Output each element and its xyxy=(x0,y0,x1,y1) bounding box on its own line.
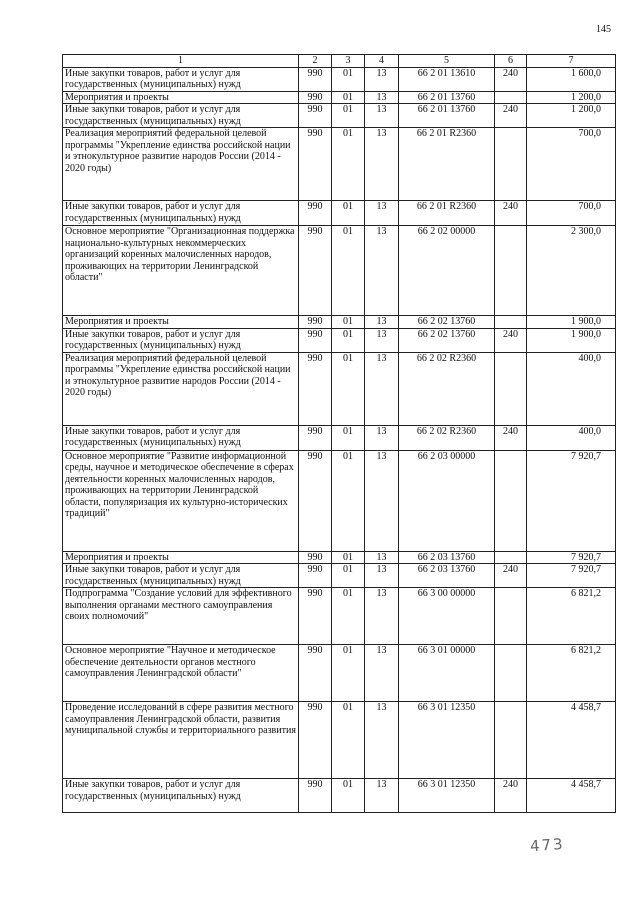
row-name-cell: Реализация мероприятий федеральной целевой программы "Укрепление единства российской нации и этнокультурное развитие народов России (2014 - 2020 годы) xyxy=(63,128,299,201)
table-row xyxy=(63,450,616,551)
header-cell: 5 xyxy=(399,55,495,68)
row-col3-cell: 01 xyxy=(332,328,365,352)
row-col4-cell: 13 xyxy=(365,645,399,702)
row-col6-cell: 240 xyxy=(495,425,527,450)
row-col5-cell: 66 2 02 13760 xyxy=(399,328,495,352)
row-col4-cell: 13 xyxy=(365,425,399,450)
table-row xyxy=(63,645,616,702)
header-cell: 6 xyxy=(495,55,527,68)
row-col5-cell: 66 3 01 12350 xyxy=(399,702,495,779)
row-col7-cell: 6 821,2 xyxy=(527,588,616,645)
row-col6-cell xyxy=(495,316,527,329)
row-col7-cell: 400,0 xyxy=(527,352,616,425)
row-name-cell: Основное мероприятие "Научное и методическое обеспечение деятельности органов местного самоуправления Ленинградской области" xyxy=(63,645,299,702)
row-col5-cell: 66 2 02 00000 xyxy=(399,226,495,316)
table-row xyxy=(63,226,616,316)
row-name-cell: Иные закупки товаров, работ и услуг для государственных (муниципальных) нужд xyxy=(63,779,299,813)
row-col7-cell: 2 300,0 xyxy=(527,226,616,316)
header-cell: 1 xyxy=(63,55,299,68)
row-col7-cell: 4 458,7 xyxy=(527,702,616,779)
table-row xyxy=(63,702,616,779)
row-col2-cell: 990 xyxy=(299,425,332,450)
table-row xyxy=(63,352,616,425)
row-name-cell: Основное мероприятие "Организационная поддержка национально-культурных некоммерческих организаций коренных малочисленных народов, проживающих на территории Ленинградской области" xyxy=(63,226,299,316)
row-col6-cell xyxy=(495,91,527,104)
header-cell: 7 xyxy=(527,55,616,68)
row-col2-cell: 990 xyxy=(299,201,332,226)
table-row xyxy=(63,564,616,588)
row-col4-cell: 13 xyxy=(365,328,399,352)
row-col2-cell: 990 xyxy=(299,328,332,352)
row-col3-cell: 01 xyxy=(332,67,365,91)
row-col4-cell: 13 xyxy=(365,201,399,226)
row-col3-cell: 01 xyxy=(332,564,365,588)
row-col2-cell: 990 xyxy=(299,564,332,588)
row-name-cell: Иные закупки товаров, работ и услуг для государственных (муниципальных) нужд xyxy=(63,104,299,128)
table-row xyxy=(63,104,616,128)
row-col5-cell: 66 2 02 R2360 xyxy=(399,352,495,425)
row-col2-cell: 990 xyxy=(299,588,332,645)
row-col3-cell: 01 xyxy=(332,425,365,450)
row-col3-cell: 01 xyxy=(332,588,365,645)
row-col4-cell: 13 xyxy=(365,551,399,564)
row-col3-cell: 01 xyxy=(332,91,365,104)
row-col5-cell: 66 3 01 12350 xyxy=(399,779,495,813)
row-col4-cell: 13 xyxy=(365,316,399,329)
table-row xyxy=(63,551,616,564)
row-col2-cell: 990 xyxy=(299,104,332,128)
row-col5-cell: 66 2 02 R2360 xyxy=(399,425,495,450)
row-name-cell: Мероприятия и проекты xyxy=(63,551,299,564)
row-col7-cell: 7 920,7 xyxy=(527,450,616,551)
row-col6-cell xyxy=(495,450,527,551)
row-col4-cell: 13 xyxy=(365,564,399,588)
table-row xyxy=(63,316,616,329)
row-col3-cell: 01 xyxy=(332,316,365,329)
table-row xyxy=(63,425,616,450)
row-col6-cell xyxy=(495,352,527,425)
row-col5-cell: 66 2 01 R2360 xyxy=(399,128,495,201)
table-row xyxy=(63,128,616,201)
row-col4-cell: 13 xyxy=(365,104,399,128)
row-col4-cell: 13 xyxy=(365,779,399,813)
row-col4-cell: 13 xyxy=(365,67,399,91)
row-name-cell: Иные закупки товаров, работ и услуг для государственных (муниципальных) нужд xyxy=(63,201,299,226)
row-col5-cell: 66 2 03 00000 xyxy=(399,450,495,551)
row-col3-cell: 01 xyxy=(332,128,365,201)
row-name-cell: Иные закупки товаров, работ и услуг для государственных (муниципальных) нужд xyxy=(63,328,299,352)
row-col6-cell: 240 xyxy=(495,328,527,352)
row-col3-cell: 01 xyxy=(332,450,365,551)
table-row xyxy=(63,67,616,91)
row-col5-cell: 66 3 00 00000 xyxy=(399,588,495,645)
header-cell: 2 xyxy=(299,55,332,68)
table-row xyxy=(63,328,616,352)
row-col6-cell xyxy=(495,128,527,201)
row-col3-cell: 01 xyxy=(332,352,365,425)
row-col7-cell: 4 458,7 xyxy=(527,779,616,813)
row-col7-cell: 400,0 xyxy=(527,425,616,450)
row-col4-cell: 13 xyxy=(365,702,399,779)
row-col6-cell: 240 xyxy=(495,104,527,128)
row-col3-cell: 01 xyxy=(332,226,365,316)
row-name-cell: Мероприятия и проекты xyxy=(63,91,299,104)
row-col5-cell: 66 2 01 13760 xyxy=(399,91,495,104)
row-col5-cell: 66 2 01 13760 xyxy=(399,104,495,128)
row-col6-cell: 240 xyxy=(495,564,527,588)
page-number: 145 xyxy=(596,24,611,35)
row-col7-cell: 7 920,7 xyxy=(527,551,616,564)
table-row xyxy=(63,588,616,645)
row-col7-cell: 7 920,7 xyxy=(527,564,616,588)
row-col2-cell: 990 xyxy=(299,316,332,329)
row-name-cell: Иные закупки товаров, работ и услуг для государственных (муниципальных) нужд xyxy=(63,564,299,588)
row-name-cell: Иные закупки товаров, работ и услуг для государственных (муниципальных) нужд xyxy=(63,67,299,91)
row-col7-cell: 1 200,0 xyxy=(527,104,616,128)
row-col2-cell: 990 xyxy=(299,226,332,316)
header-row xyxy=(63,55,616,68)
row-col7-cell: 700,0 xyxy=(527,201,616,226)
row-col7-cell: 1 200,0 xyxy=(527,91,616,104)
row-name-cell: Мероприятия и проекты xyxy=(63,316,299,329)
row-col3-cell: 01 xyxy=(332,201,365,226)
row-col6-cell xyxy=(495,551,527,564)
header-cell: 4 xyxy=(365,55,399,68)
row-col4-cell: 13 xyxy=(365,450,399,551)
row-col5-cell: 66 3 01 00000 xyxy=(399,645,495,702)
header-cell: 3 xyxy=(332,55,365,68)
row-name-cell: Проведение исследований в сфере развития местного самоуправления Ленинградской области, развития муниципальной службы и территориального развития xyxy=(63,702,299,779)
row-col3-cell: 01 xyxy=(332,645,365,702)
row-col4-cell: 13 xyxy=(365,588,399,645)
row-col6-cell xyxy=(495,645,527,702)
budget-table xyxy=(62,54,616,813)
row-name-cell: Иные закупки товаров, работ и услуг для государственных (муниципальных) нужд xyxy=(63,425,299,450)
row-col2-cell: 990 xyxy=(299,91,332,104)
row-col5-cell: 66 2 03 13760 xyxy=(399,564,495,588)
row-col7-cell: 1 900,0 xyxy=(527,328,616,352)
row-col5-cell: 66 2 01 R2360 xyxy=(399,201,495,226)
row-col4-cell: 13 xyxy=(365,226,399,316)
row-col6-cell xyxy=(495,226,527,316)
row-col2-cell: 990 xyxy=(299,352,332,425)
handwritten-number: 473 xyxy=(529,834,566,856)
row-name-cell: Подпрограмма "Создание условий для эффективного выполнения органами местного самоуправления своих полномочий" xyxy=(63,588,299,645)
row-col2-cell: 990 xyxy=(299,551,332,564)
row-col7-cell: 1 600,0 xyxy=(527,67,616,91)
row-col5-cell: 66 2 01 13610 xyxy=(399,67,495,91)
row-col3-cell: 01 xyxy=(332,551,365,564)
table-row xyxy=(63,779,616,813)
row-name-cell: Основное мероприятие "Развитие информационной среды, научное и методическое обеспечение в сферах деятельности коренных малочисленных народов, проживающих на территории Ленинградской области, популяризация их культурно-исторических традиций" xyxy=(63,450,299,551)
row-col7-cell: 700,0 xyxy=(527,128,616,201)
row-col2-cell: 990 xyxy=(299,645,332,702)
row-col7-cell: 6 821,2 xyxy=(527,645,616,702)
row-col2-cell: 990 xyxy=(299,702,332,779)
row-col2-cell: 990 xyxy=(299,779,332,813)
row-col6-cell: 240 xyxy=(495,201,527,226)
row-col3-cell: 01 xyxy=(332,702,365,779)
row-col3-cell: 01 xyxy=(332,104,365,128)
row-col6-cell xyxy=(495,702,527,779)
row-col6-cell: 240 xyxy=(495,67,527,91)
row-col4-cell: 13 xyxy=(365,91,399,104)
row-name-cell: Реализация мероприятий федеральной целевой программы "Укрепление единства российской нации и этнокультурное развитие народов России (2014 - 2020 годы) xyxy=(63,352,299,425)
table-body xyxy=(63,67,616,813)
row-col6-cell xyxy=(495,588,527,645)
row-col2-cell: 990 xyxy=(299,450,332,551)
row-col7-cell: 1 900,0 xyxy=(527,316,616,329)
row-col4-cell: 13 xyxy=(365,352,399,425)
row-col5-cell: 66 2 03 13760 xyxy=(399,551,495,564)
row-col3-cell: 01 xyxy=(332,779,365,813)
row-col2-cell: 990 xyxy=(299,128,332,201)
row-col4-cell: 13 xyxy=(365,128,399,201)
row-col5-cell: 66 2 02 13760 xyxy=(399,316,495,329)
row-col6-cell: 240 xyxy=(495,779,527,813)
table-row xyxy=(63,201,616,226)
row-col2-cell: 990 xyxy=(299,67,332,91)
table-row xyxy=(63,91,616,104)
